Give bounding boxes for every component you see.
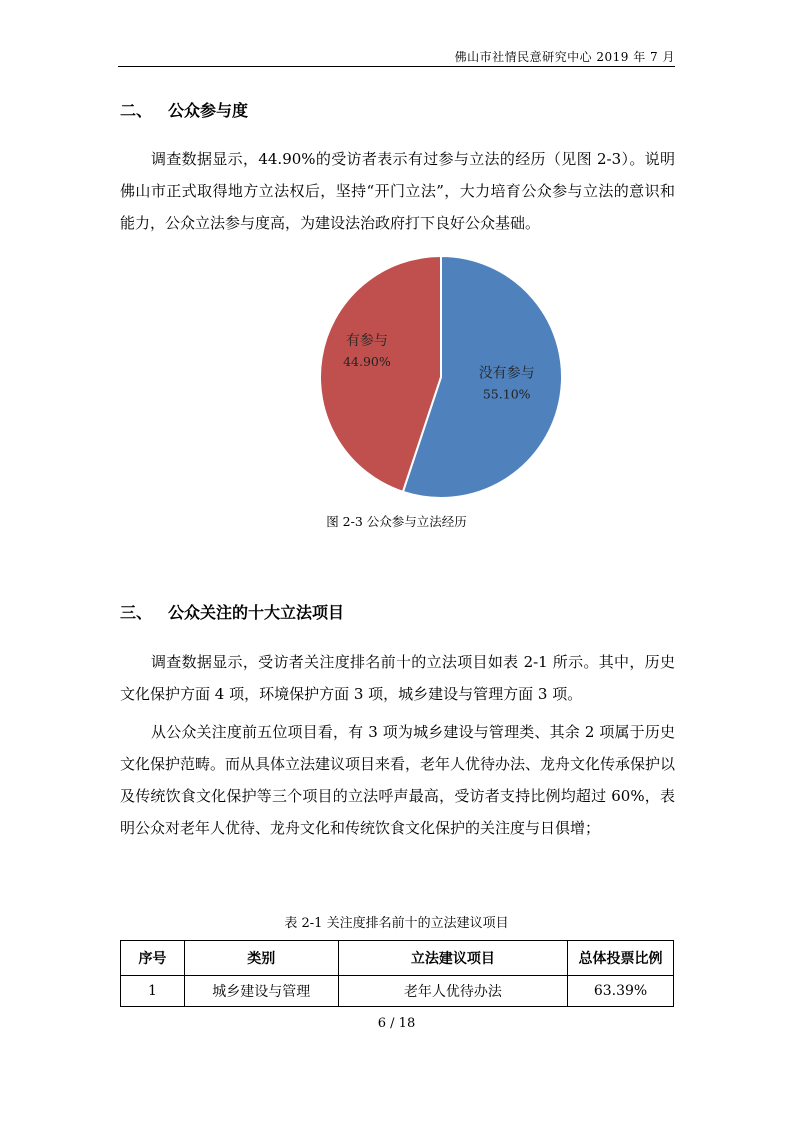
pie-slice-value-label: 55.10% [482,386,531,402]
cell-vote-ratio: 63.39% [568,976,674,1007]
section-2-heading [120,98,248,121]
pie-slice-label: 没有参与 [478,365,535,382]
header-project: 立法建议项目 [338,941,568,976]
header-index: 序号 [121,941,185,976]
table-row [121,976,674,1007]
pie-chart [300,248,580,508]
table-caption: 表 2-1 关注度排名前十的立法建议项目 [284,916,509,931]
pie-chart-svg [300,248,580,508]
table-header-row [121,941,674,976]
data-table [120,940,674,1007]
section-3-paragraph-1: 调查数据显示，受访者关注度排名前十的立法项目如表 2-1 所示。其中，历史文化保护方面 4 项，环境保护方面 3 项，城乡建设与管理方面 3 项。 [120,653,675,703]
section-2-paragraph: 调查数据显示，44.90%的受访者表示有过参与立法的经历（见图 2-3）。说明佛山市正式取得地方立法权后，坚持“开门立法”，大力培育公众参与立法的意识和能力，公众立法参与度高，为建设法治政府打下良好公众基础。 [120,150,675,232]
header-divider [118,66,675,67]
pie-slice-label: 有参与 [345,333,388,350]
section-2-title: 公众参与度 [168,101,249,120]
cell-category: 城乡建设与管理 [184,976,338,1007]
section-3-number: 三、 [120,603,153,622]
section-3-paragraph-2: 从公众关注度前五位项目看，有 3 项为城乡建设与管理类、其余 2 项属于历史文化保护范畴。而从具体立法建议项目来看，老年人优待办法、龙舟文化传承保护以及传统饮食文化保护等三个项目的立法呼声最高，受访者支持比例均超过 60%，表明公众对老年人优待、龙舟文化和传统饮食文化保护的关注度与日俱增； [120,723,676,837]
header-vote-ratio: 总体投票比例 [568,941,674,976]
figure-caption: 图 2-3 公众参与立法经历 [326,514,467,529]
cell-index: 1 [121,976,185,1007]
cell-project: 老年人优待办法 [338,976,568,1007]
page-number: 6 / 18 [377,1016,416,1031]
header-text: 佛山市社情民意研究中心 2019 年 7 月 [454,50,675,64]
header-category: 类别 [184,941,338,976]
pie-slice-value-label: 44.90% [343,354,391,370]
section-3-title: 公众关注的十大立法项目 [168,603,345,622]
section-3-heading [120,600,344,623]
section-2-number: 二、 [120,101,153,120]
